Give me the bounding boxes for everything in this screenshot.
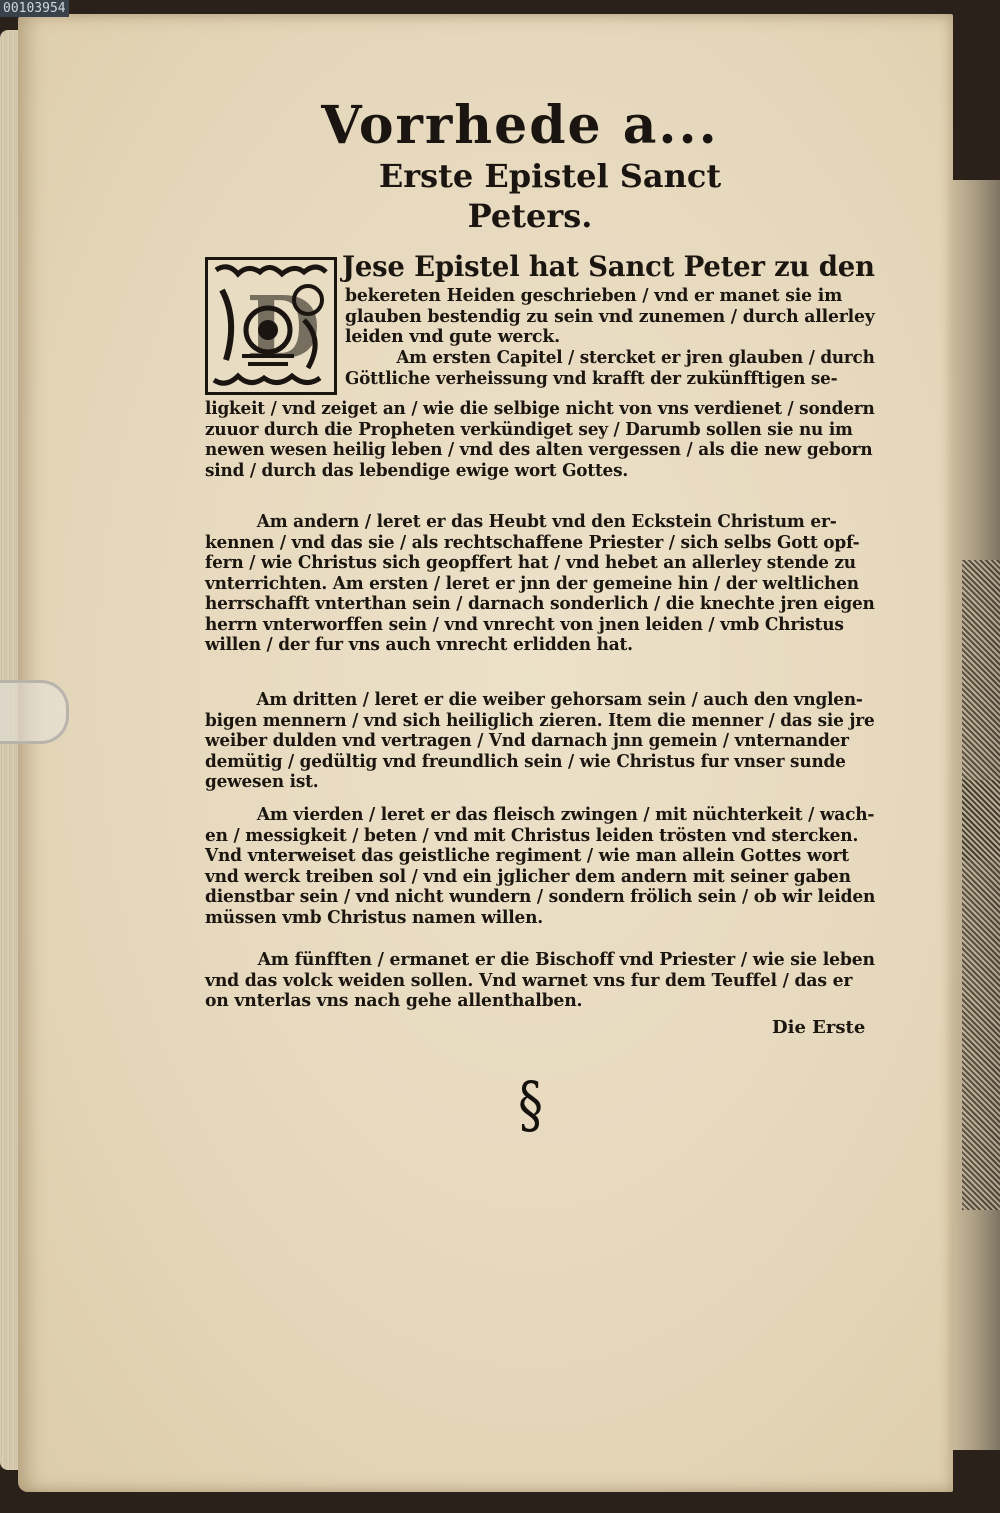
text-line: Am ersten Capitel / stercket er jren glauben / durch <box>396 347 875 368</box>
text-line: leiden vnd gute werck. <box>345 326 560 347</box>
initial-letter: D <box>246 278 321 379</box>
text-line: müssen vmb Christus namen willen. <box>205 906 544 928</box>
text-line: Am andern / leret er das Heubt vnd den Eckstein Christum er- <box>256 511 837 532</box>
ornament-icon <box>208 260 334 392</box>
text-line: on vnterlas vns nach gehe allenthalben. <box>205 990 583 1011</box>
text-line: gewesen ist. <box>205 771 319 792</box>
engraving-fragment-bottom <box>962 780 1000 1210</box>
text-line: Am dritten / leret er die weiber gehorsam sein / auch den vnglen- <box>256 689 863 710</box>
text-line: vnd das volck weiden sollen. Vnd warnet vns fur dem Teuffel / das er <box>205 969 853 991</box>
text-line: Am vierden / leret er das fleisch zwingen / mit nüchterkeit / wach- <box>256 804 875 825</box>
lead-line: Jese Epistel hat Sanct Peter zu den <box>342 250 875 283</box>
paragraph-1 <box>345 286 875 348</box>
paragraph-6 <box>205 950 875 1012</box>
text-line: willen / der fur vns auch vnrecht erlidden hat. <box>205 634 633 655</box>
text-line: herrn vnterworffen sein / vnd vnrecht von jnen leiden / vmb Christus <box>205 613 844 635</box>
paragraph-3 <box>205 512 875 656</box>
paragraph-1-lead <box>342 250 875 284</box>
text-line: glauben bestendig zu sein vnd zunemen / durch allerley <box>345 305 875 327</box>
text-line: en / messigkeit / beten / vnd mit Christus leiden trösten vnd stercken. <box>205 824 859 846</box>
text-line: Am fünfften / ermanet er die Bischoff vnd Priester / wie sie leben <box>257 949 875 970</box>
text-line: vnterrichten. Am ersten / leret er jnn der gemeine hin / der weltlichen <box>205 572 859 594</box>
paragraph-2 <box>205 399 875 481</box>
heading-line-3: Peters. <box>467 197 593 235</box>
page-heading <box>0 96 1000 236</box>
text-line: vnd werck treiben sol / vnd ein jglicher dem andern mit seiner gaben <box>205 865 851 887</box>
fleuron-ornament: § <box>518 1068 543 1141</box>
text-line: newen wesen heilig leben / vnd des alten vergessen / als die new geborn <box>205 439 873 460</box>
text-line: zuuor durch die Propheten verkündiget sey / Darumb sollen sie nu im <box>205 418 853 440</box>
next-page-strip <box>952 180 1000 1450</box>
text-line: sind / durch das lebendige ewige wort Gottes. <box>205 459 629 481</box>
text-line: bekereten Heiden geschrieben / vnd er manet sie im <box>345 285 843 306</box>
text-line: bigen mennern / vnd sich heiliglich zieren. Item die menner / das sie jre <box>205 709 875 731</box>
text-line: herrschafft vnterthan sein / darnach sonderlich / die knechte jren eigen <box>205 593 875 614</box>
scan-id-label: 00103954 <box>0 0 69 17</box>
paragraph-5 <box>205 805 875 928</box>
page-clip <box>0 680 69 744</box>
text-line: Göttliche verheissung vnd krafft der zukünfftigen se- <box>345 367 838 389</box>
text-line: ligkeit / vnd zeiget an / wie die selbige nicht von vns verdienet / sondern <box>205 398 875 419</box>
text-line: dienstbar sein / vnd nicht wundern / sondern frölich sein / ob wir leiden <box>205 886 876 907</box>
heading-line-2: Erste Epistel Sanct <box>378 157 722 195</box>
text-line: kennen / vnd das sie / als rechtschaffene Priester / sich selbs Gott opf- <box>205 531 860 553</box>
paragraph-2-start <box>345 348 875 389</box>
text-line: Vnd vnterweiset das geistliche regiment / wie man allein Gottes wort <box>205 845 849 866</box>
text-line: demütig / gedültig vnd freundlich sein / wie Christus fur vnser sunde <box>205 750 846 772</box>
text-line: weiber dulden vnd vertragen / Vnd darnach jnn gemein / vnternander <box>205 730 849 751</box>
text-line: fern / wie Christus sich geopffert hat / vnd hebet an allerley stende zu <box>205 552 856 573</box>
catchword: Die Erste <box>772 1017 866 1038</box>
decorated-initial <box>205 257 337 395</box>
paragraph-4 <box>205 690 875 793</box>
heading-line-1: Vorrhede a... <box>321 95 719 156</box>
